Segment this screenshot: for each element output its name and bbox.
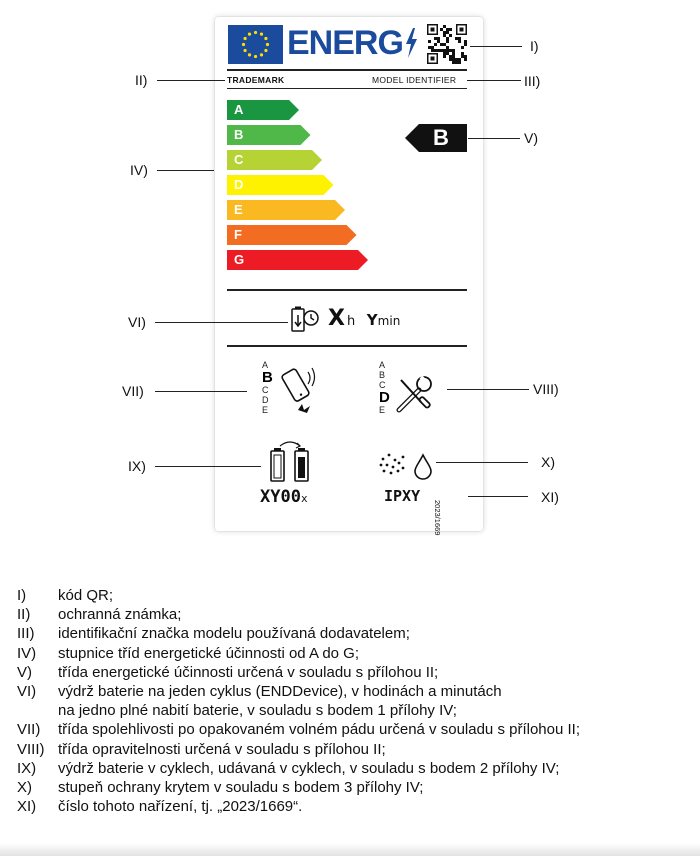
callout-line-11 xyxy=(468,496,528,497)
ip-rating-text: IPXY xyxy=(384,487,421,505)
selected-class-marker xyxy=(405,124,467,152)
repair-scale-b: B xyxy=(379,370,386,380)
legend-number: I) xyxy=(17,587,27,604)
trademark-text: TRADEMARK xyxy=(227,75,285,85)
callout-line-6 xyxy=(155,322,288,323)
energy-class-letter: C xyxy=(234,152,244,167)
drop-scale-d: D xyxy=(262,395,269,405)
regulation-number: 2023/1669 xyxy=(433,500,442,536)
legend-text: kód QR; xyxy=(58,587,114,604)
energy-class-d xyxy=(227,175,334,195)
callout-line-8 xyxy=(447,389,529,390)
energy-header-text: ENERG xyxy=(287,24,403,62)
callout-label-10: X) xyxy=(541,454,555,470)
legend-text: výdrž baterie v cyklech, udávaná v cyklech, v souladu s bodem 2 přílohy IV; xyxy=(58,759,560,777)
legend-text: číslo tohoto nařízení, tj. „2023/1669“. xyxy=(58,798,303,816)
repair-scale-a: A xyxy=(379,360,386,370)
qr-code-icon xyxy=(427,24,467,64)
endurance-hours: X xyxy=(328,306,345,331)
legend-number: IV) xyxy=(17,644,37,662)
callout-line-10 xyxy=(436,462,528,463)
battery-clock-icon xyxy=(290,305,320,335)
callout-label-2: II) xyxy=(135,72,148,88)
selected-class-letter: B xyxy=(433,125,449,150)
callout-label-9: IX) xyxy=(128,458,146,474)
legend-text: stupnice tříd energetické účinnosti od A do G; xyxy=(58,644,360,662)
legend-number: XI) xyxy=(17,798,37,816)
wrench-screwdriver-icon xyxy=(393,372,437,416)
energy-class-b xyxy=(227,125,311,145)
energy-class-letter: G xyxy=(234,252,245,267)
drop-scale-a: A xyxy=(262,360,269,370)
trademark-divider xyxy=(227,88,467,89)
energy-class-letter: F xyxy=(234,227,242,242)
legend-text: výdrž baterie na jeden cyklus (ENDDevice), v hodinách a minutách xyxy=(58,683,502,700)
legend-text: stupeň ochrany krytem v souladu s bodem 3 přílohy IV; xyxy=(58,779,424,796)
legend-text: identifikační značka modelu používaná dodavatelem; xyxy=(58,625,410,643)
callout-label-1: I) xyxy=(530,38,539,54)
energy-header xyxy=(287,23,418,63)
callout-line-9 xyxy=(155,466,261,467)
callout-label-3: III) xyxy=(524,73,541,89)
callout-label-6: VI) xyxy=(128,314,146,330)
legend-text: třída opravitelnosti určená v souladu s přílohou II; xyxy=(58,740,386,758)
energy-class-f xyxy=(227,225,357,245)
callout-line-7 xyxy=(155,391,247,392)
legend-number: VIII) xyxy=(17,740,45,758)
endurance-hours-unit: h xyxy=(346,314,356,329)
eu-flag-icon xyxy=(228,25,283,64)
callout-line-5 xyxy=(468,138,520,139)
lightning-bolt-icon xyxy=(404,28,418,58)
callout-label-4: IV) xyxy=(130,162,148,178)
legend-number: VII) xyxy=(17,721,41,739)
endurance-value xyxy=(328,306,400,331)
energy-class-letter: B xyxy=(234,127,244,142)
legend-text: třída energetické účinnosti určená v souladu s přílohou II; xyxy=(58,663,439,681)
endurance-minutes-unit: min xyxy=(377,314,401,328)
legend-text: třída spolehlivosti po opakovaném volném pádu určená v souladu s přílohou II; xyxy=(58,721,580,739)
legend-text: ochranná známka; xyxy=(58,606,182,624)
callout-label-7: VII) xyxy=(122,383,144,399)
model-identifier-text: MODEL IDENTIFIER xyxy=(372,75,457,85)
phone-drop-icon xyxy=(278,362,320,420)
classes-divider xyxy=(227,289,467,291)
legend-number: VI) xyxy=(17,683,37,700)
drop-scale-c: C xyxy=(262,385,269,395)
endurance-divider xyxy=(227,345,467,347)
battery-cycles-value xyxy=(260,487,308,507)
callout-label-8: VIII) xyxy=(533,381,559,397)
energy-class-letter: A xyxy=(234,102,244,117)
repair-scale-c: C xyxy=(379,380,386,390)
legend-number: IX) xyxy=(17,759,37,777)
energy-class-g xyxy=(227,250,368,270)
energy-class-letter: D xyxy=(234,177,244,192)
battery-cycles-icon xyxy=(268,441,312,485)
callout-line-2 xyxy=(157,80,225,81)
header-divider xyxy=(227,69,467,71)
callout-line-4 xyxy=(157,170,214,171)
callout-label-11: XI) xyxy=(541,489,559,505)
callout-label-5: V) xyxy=(524,130,538,146)
legend-text: na jedno plné nabití baterie, v souladu s bodem 1 přílohy IV; xyxy=(58,702,457,720)
energy-label-card xyxy=(215,17,483,531)
energy-class-a xyxy=(227,100,299,120)
energy-class-e xyxy=(227,200,345,220)
endurance-minutes: Y xyxy=(366,311,378,329)
repair-scale-d: D xyxy=(379,389,390,406)
repair-scale-e: E xyxy=(379,405,386,415)
energy-class-c xyxy=(227,150,322,170)
drop-scale-e: E xyxy=(262,405,269,415)
legend-number: III) xyxy=(17,625,35,643)
dust-water-icon xyxy=(379,451,435,481)
drop-scale-b: B xyxy=(262,369,273,386)
legend-number: II) xyxy=(17,606,31,624)
battery-cycles-number: XY00 xyxy=(260,487,301,507)
callout-line-3 xyxy=(467,80,521,81)
legend-number: V) xyxy=(17,663,32,681)
legend-number: X) xyxy=(17,779,32,796)
callout-line-1 xyxy=(470,46,522,47)
bottom-edge xyxy=(0,843,700,856)
energy-class-letter: E xyxy=(234,202,243,217)
battery-cycles-unit: x xyxy=(300,492,308,505)
